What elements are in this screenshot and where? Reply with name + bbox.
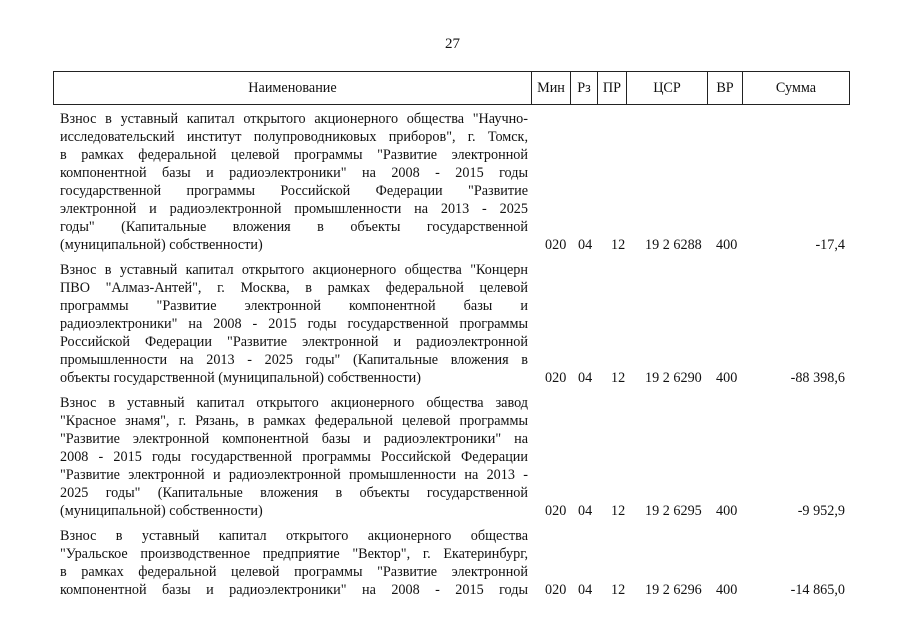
code-rz: 04: [578, 237, 593, 253]
table-body: [60, 110, 850, 606]
code-min: 020: [545, 503, 567, 519]
name-line: государственной программы Российской Федерации "Развитие: [60, 183, 528, 199]
code-csr: 19 2 6295: [645, 503, 702, 519]
name-line: промышленности на 2013 - 2025 годы" (Капитальные вложения в: [60, 352, 528, 368]
amount: -14 865,0: [790, 582, 845, 598]
table-row: [60, 261, 850, 387]
name-line: (муниципальной) собственности): [60, 237, 263, 253]
code-pr: 12: [611, 503, 626, 519]
amount: -17,4: [815, 237, 845, 253]
header-min: Мин: [532, 72, 571, 104]
code-pr: 12: [611, 237, 626, 253]
name-line: "Развитие электронной и радиоэлектронной промышленности на 2013 -: [60, 467, 528, 483]
page-number: 27: [445, 36, 460, 52]
name-line: в рамках федеральной целевой программы "Развитие электронной: [60, 147, 528, 163]
code-rz: 04: [578, 370, 593, 386]
name-line: "Уральское производственное предприятие "Вектор", г. Екатеринбург,: [60, 546, 528, 562]
name-line: электронной и радиоэлектронной промышленности на 2013 - 2025: [60, 201, 528, 217]
header-csr: ЦСР: [627, 72, 708, 104]
name-line: "Развитие электронной компонентной базы и радиоэлектроники" на: [60, 431, 528, 447]
code-csr: 19 2 6288: [645, 237, 702, 253]
name-line: Взнос в уставный капитал открытого акционерного общества "Научно-: [60, 111, 528, 127]
code-vr: 400: [716, 237, 738, 253]
amount: -88 398,6: [790, 370, 845, 386]
name-line: ПВО "Алмаз-Антей", г. Москва, в рамках федеральной целевой: [60, 280, 528, 296]
amount: -9 952,9: [797, 503, 845, 519]
name-line: программы "Развитие электронной компонентной базы и: [60, 298, 528, 314]
code-vr: 400: [716, 582, 738, 598]
name-line: 2008 - 2015 годы государственной программы Российской Федерации: [60, 449, 528, 465]
header-pr: ПР: [598, 72, 627, 104]
table-row: [60, 394, 850, 520]
code-csr: 19 2 6290: [645, 370, 702, 386]
code-vr: 400: [716, 370, 738, 386]
name-line: радиоэлектроники" на 2008 - 2015 годы государственной программы: [60, 316, 528, 332]
name-line: объекты государственной (муниципальной) собственности): [60, 370, 421, 386]
header-rz: Рз: [571, 72, 598, 104]
name-line: в рамках федеральной целевой программы "Развитие электронной: [60, 564, 528, 580]
table-row: [60, 110, 850, 254]
name-line: Взнос в уставный капитал открытого акционерного общества: [60, 528, 528, 544]
header-name: Наименование: [54, 72, 532, 104]
name-line: "Красное знамя", г. Рязань, в рамках федеральной целевой программы: [60, 413, 528, 429]
header-sum: Сумма: [775, 79, 817, 96]
name-line: годы" (Капитальные вложения в объекты государственной: [60, 219, 528, 235]
name-line: 2025 годы" (Капитальные вложения в объекты государственной: [60, 485, 528, 501]
code-pr: 12: [611, 370, 626, 386]
code-rz: 04: [578, 582, 593, 598]
code-csr: 19 2 6296: [645, 582, 702, 598]
table-header: [53, 71, 850, 105]
table-row: [60, 527, 850, 599]
code-pr: 12: [611, 582, 626, 598]
name-line: Взнос в уставный капитал открытого акционерного общества "Концерн: [60, 262, 528, 278]
name-line: Взнос в уставный капитал открытого акционерного общества завод: [60, 395, 528, 411]
name-line: компонентной базы и радиоэлектроники" на 2008 - 2015 годы: [60, 582, 528, 598]
name-line: (муниципальной) собственности): [60, 503, 263, 519]
code-min: 020: [545, 237, 567, 253]
name-line: исследовательский институт полупроводниковых приборов", г. Томск,: [60, 129, 528, 145]
code-rz: 04: [578, 503, 593, 519]
name-line: Российской Федерации "Развитие электронной и радиоэлектронной: [60, 334, 528, 350]
code-min: 020: [545, 582, 567, 598]
header-vr: ВР: [708, 72, 743, 104]
code-vr: 400: [716, 503, 738, 519]
name-line: компонентной базы и радиоэлектроники" на 2008 - 2015 годы: [60, 165, 528, 181]
code-min: 020: [545, 370, 567, 386]
